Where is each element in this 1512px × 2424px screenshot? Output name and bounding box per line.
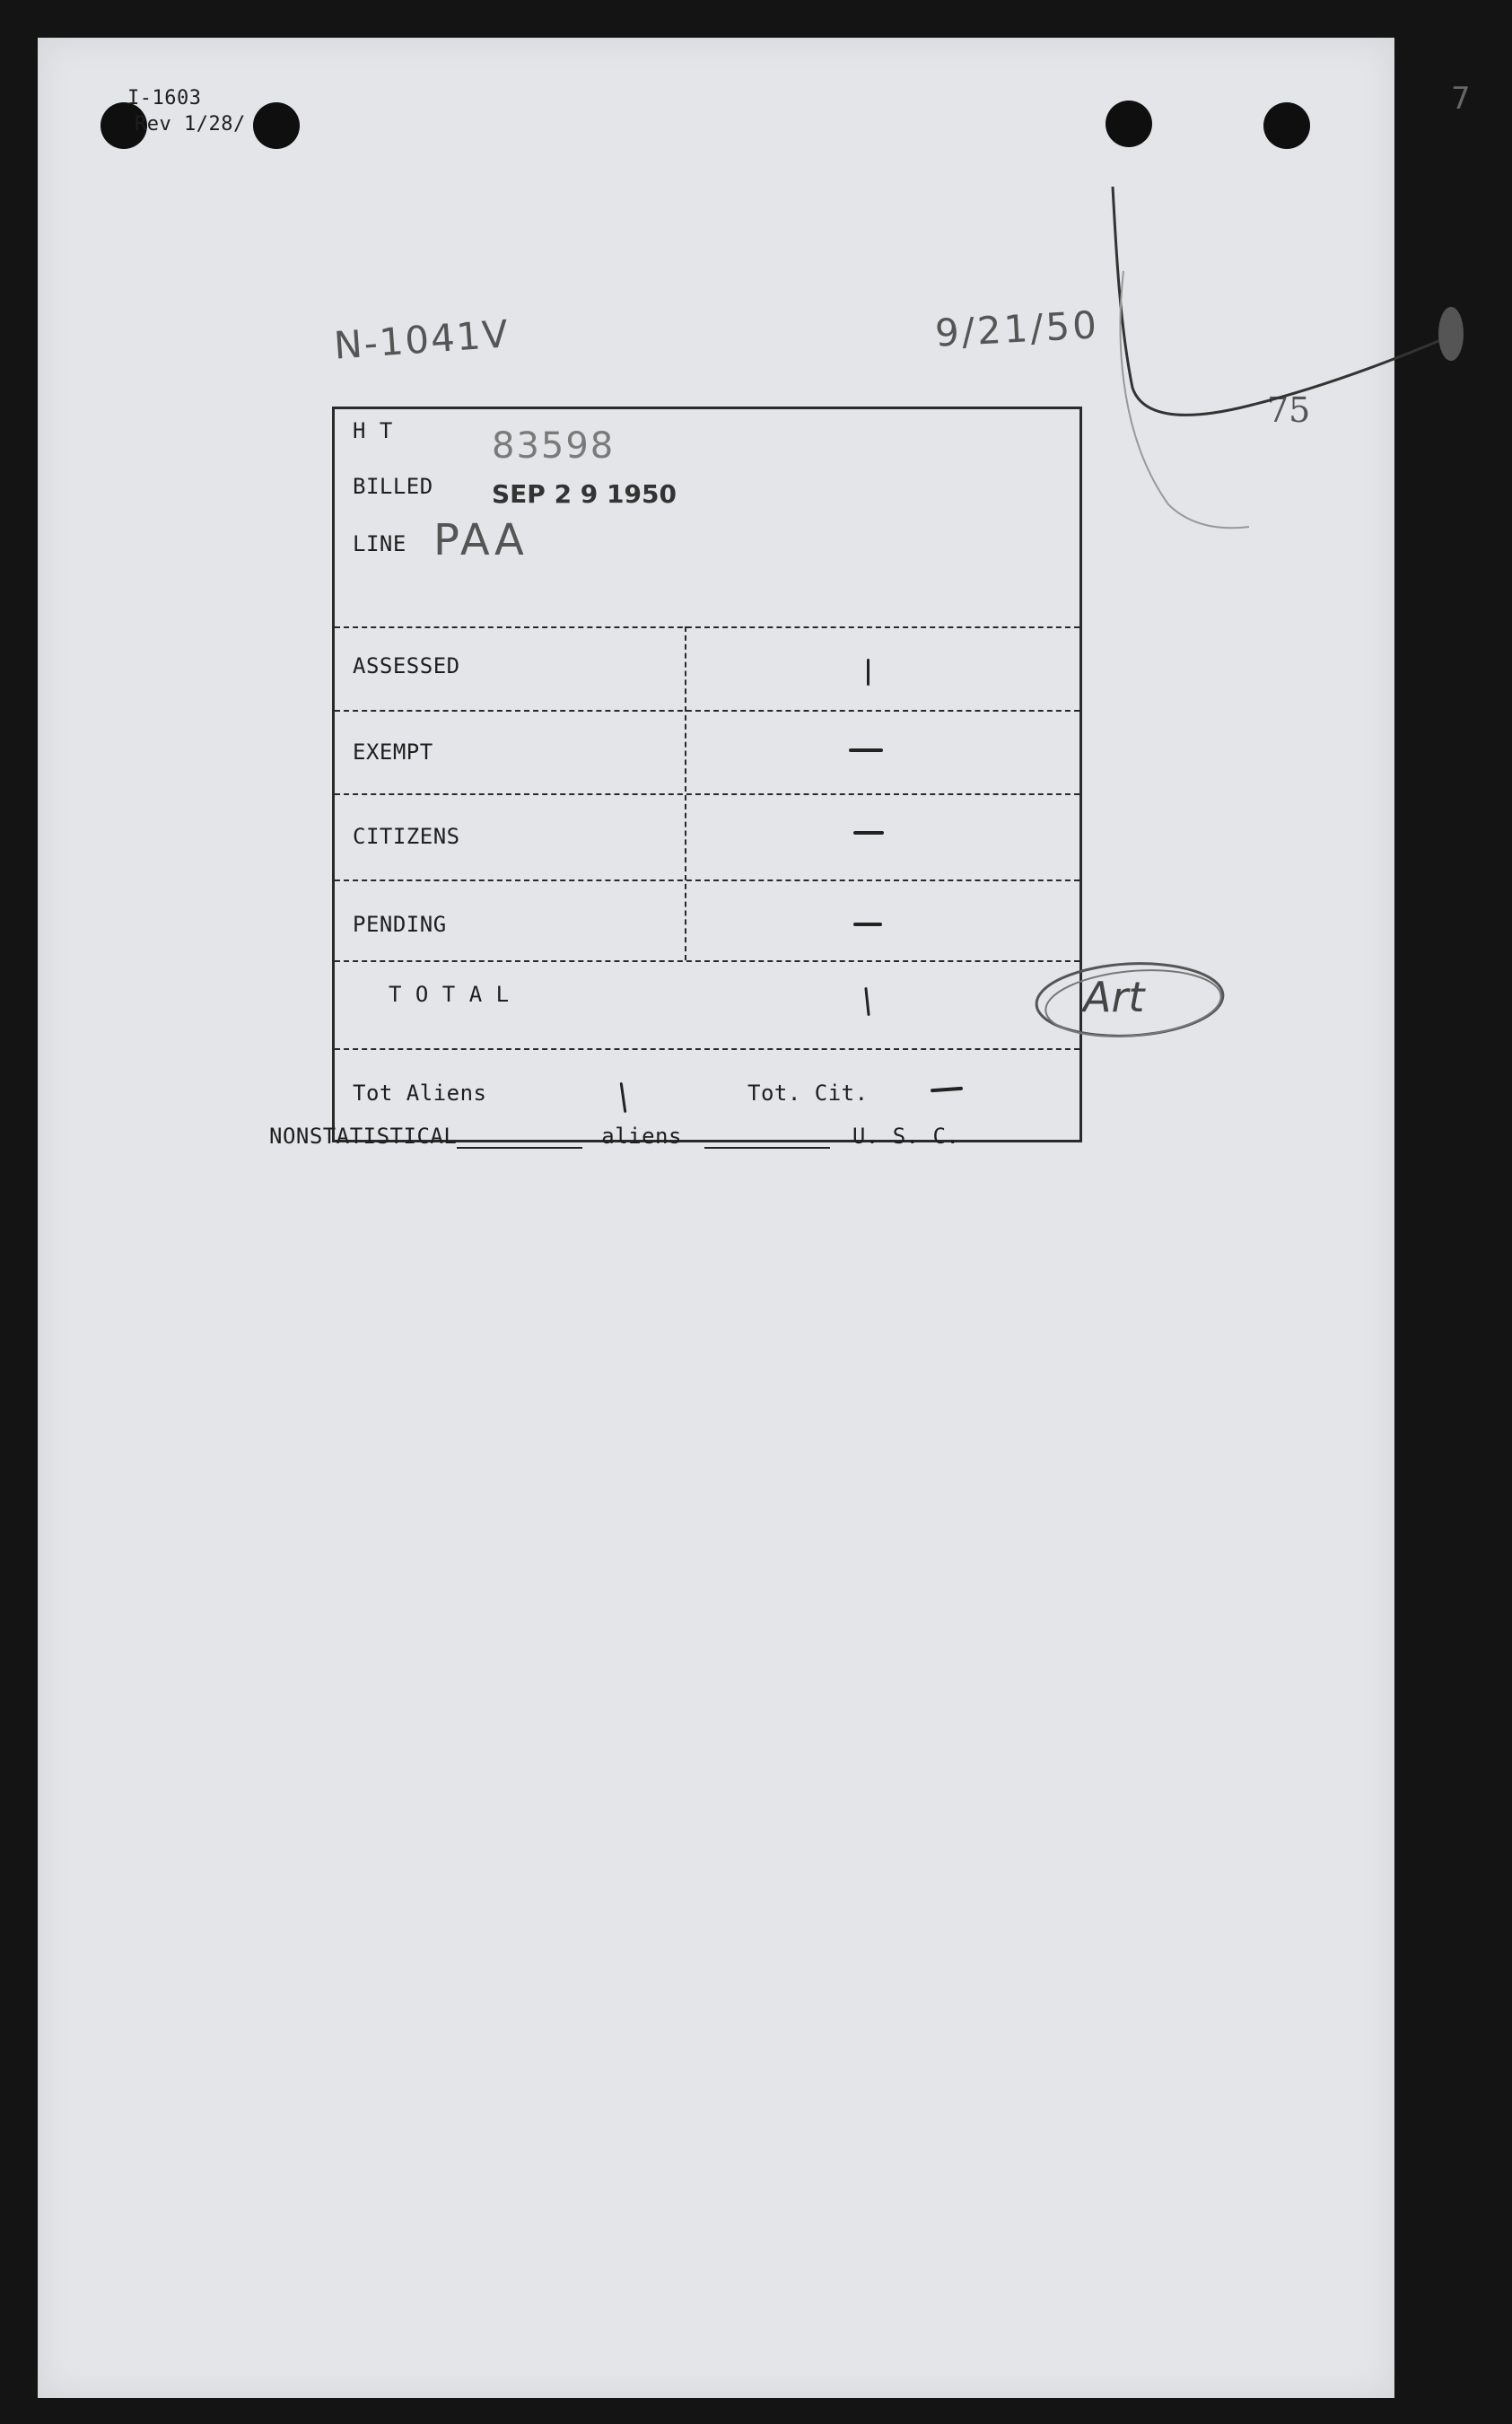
exempt-value <box>849 748 883 752</box>
tot-aliens-value <box>620 1082 627 1113</box>
form-number: I-1603 <box>127 87 202 109</box>
tot-cit-value <box>931 1087 963 1093</box>
handwritten-date: 9/21/50 <box>933 302 1101 355</box>
tot-cit-label: Tot. Cit. <box>747 1081 869 1106</box>
line-label: LINE <box>353 531 406 556</box>
billed-stamp: SEP 2 9 1950 <box>492 479 677 509</box>
ht-label: H T <box>353 418 393 443</box>
initials-stamp <box>1020 953 1245 1052</box>
tot-aliens-label: Tot Aliens <box>353 1081 487 1106</box>
punch-hole-left-2 <box>253 102 300 149</box>
ht-value: 83598 <box>492 425 616 467</box>
assessed-label: ASSESSED <box>353 653 460 678</box>
nonstatistical-line <box>269 1124 959 1149</box>
punch-hole-right <box>1106 101 1152 147</box>
nonstatistical-blank-1 <box>457 1147 582 1149</box>
assessed-value <box>867 659 870 686</box>
initials-text: Art <box>1083 973 1145 1021</box>
pending-label: PENDING <box>353 912 447 937</box>
margin-note: 7 <box>1451 81 1471 117</box>
exempt-label: EXEMPT <box>353 739 433 765</box>
tally-form <box>332 407 1082 1142</box>
pen-stroke <box>1070 145 1482 594</box>
page-number: 75 <box>1267 390 1311 430</box>
punch-hole-right-2 <box>1263 102 1310 149</box>
usc-label: U. S. C. <box>852 1124 960 1149</box>
total-value <box>864 987 870 1016</box>
citizens-label: CITIZENS <box>353 824 460 849</box>
pending-value <box>853 923 882 926</box>
billed-label: BILLED <box>353 474 433 499</box>
line-value: PAA <box>433 515 528 565</box>
form-revision: Rev 1/28/ <box>135 113 246 136</box>
handwritten-ref: N-1041V <box>332 311 511 368</box>
nonstatistical-label: NONSTATISTICAL <box>269 1124 458 1149</box>
citizens-value <box>853 831 884 835</box>
aliens-label: aliens <box>601 1124 682 1149</box>
document-page <box>38 38 1471 2398</box>
total-label: T O T A L <box>389 982 510 1007</box>
nonstatistical-blank-2 <box>704 1147 830 1149</box>
